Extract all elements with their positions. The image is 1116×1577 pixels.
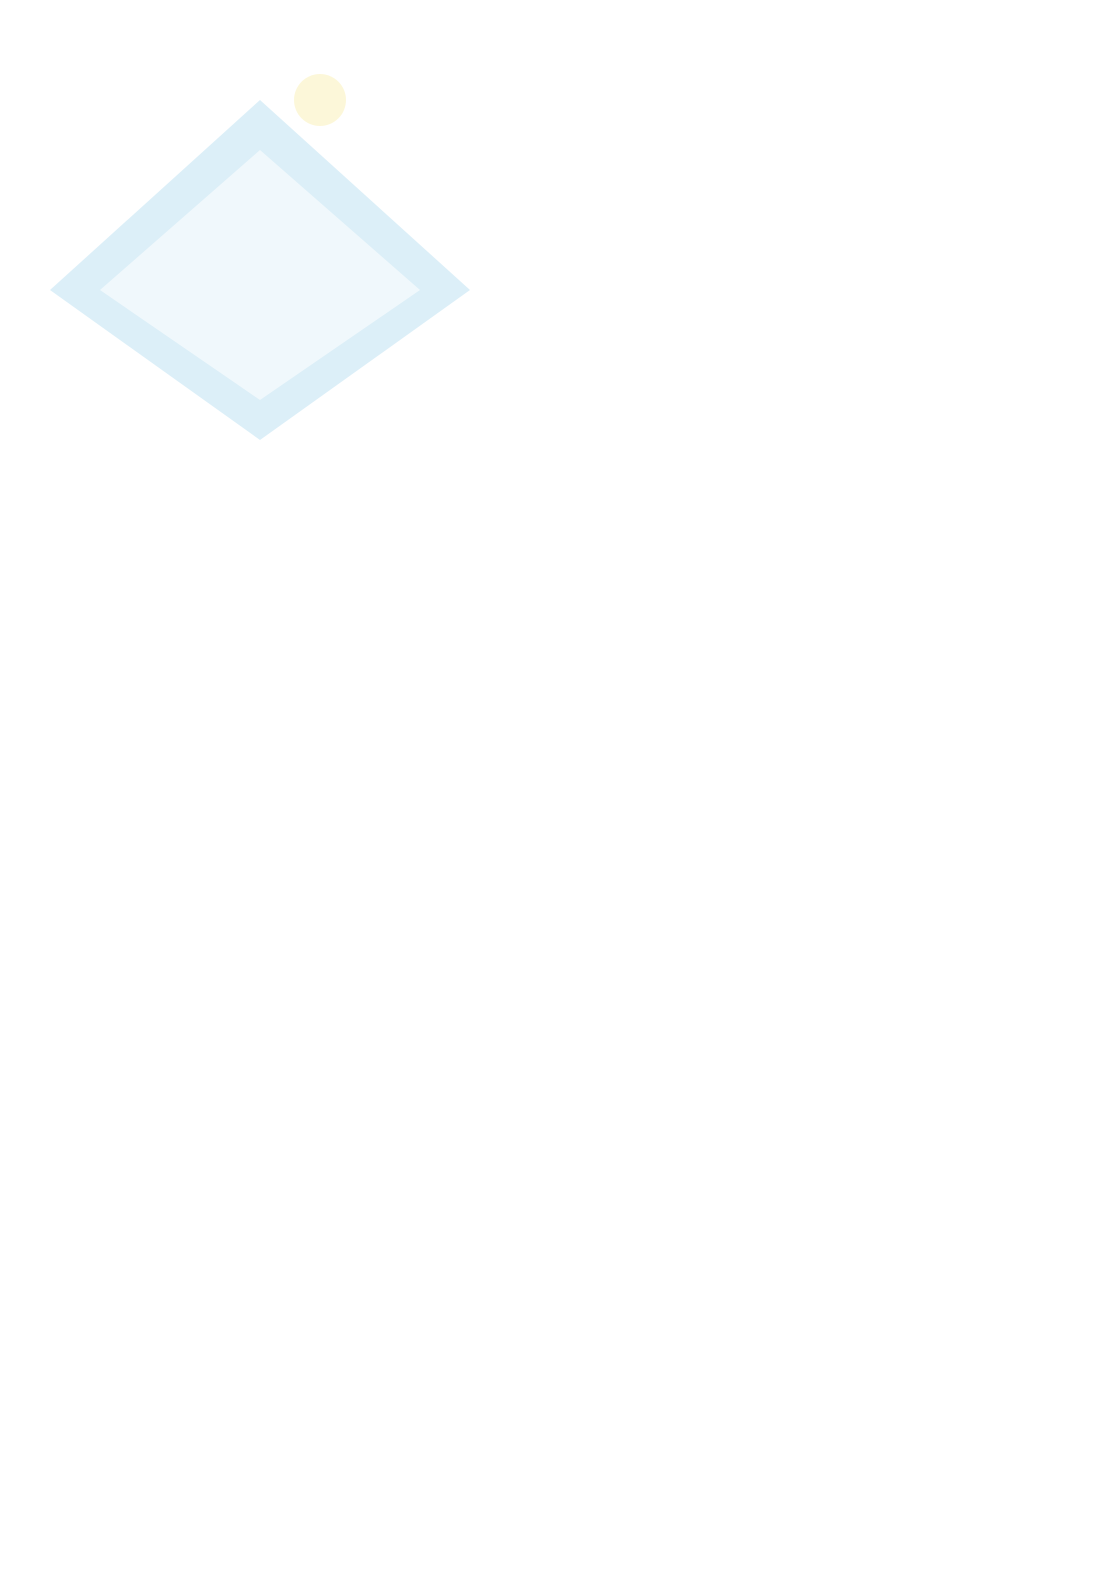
document-page: [81, 72, 1031, 152]
